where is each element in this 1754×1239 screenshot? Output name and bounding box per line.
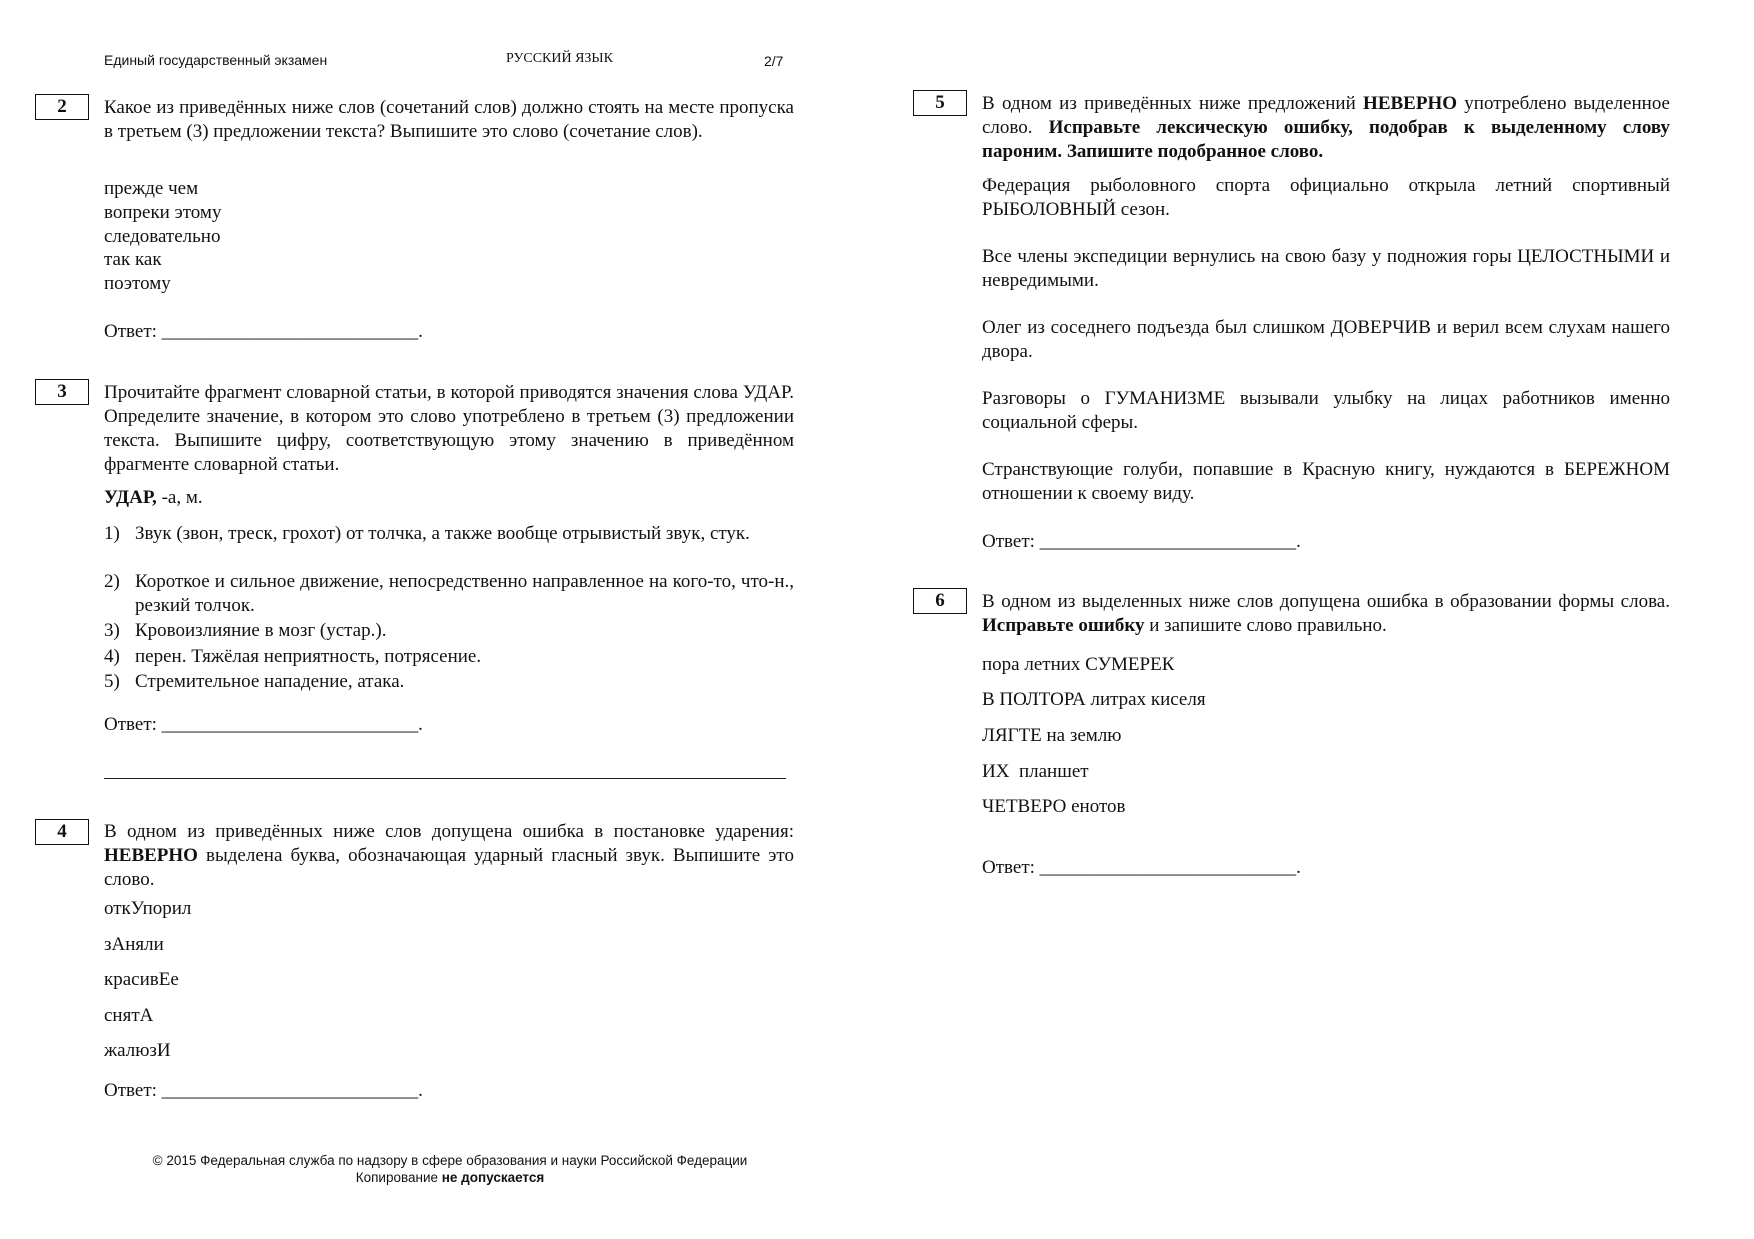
exam-title: Единый государственный экзамен (104, 52, 328, 68)
task2-prompt: Какое из приведённых ниже слов (сочетаний слов) должно стоять на месте пропуска в третьем (3) предложении текста? Выпишите это слово (сочетание слов). (104, 97, 794, 142)
task2-option: поэтому (104, 273, 171, 294)
task3-prompt: Прочитайте фрагмент словарной статьи, в которой приводятся значения слова УДАР. Определите значение, в котором это слово употреблено в третьем (3) предложении текста. Выпишите цифру, соответствующую этому значению в приведённом фрагменте словарной статьи. (104, 382, 794, 475)
task4-word: снятА (104, 1005, 154, 1026)
task5-sentence: Федерация рыболовного спорта официально открыла летний спортивный РЫБОЛОВНЫЙ сезон. (982, 175, 1670, 220)
task4-prompt (104, 820, 794, 892)
copyright-line: © 2015 Федеральная служба по надзору в сфере образования и науки Российской Федерации (152, 1153, 748, 1168)
task-number-box: 4 (35, 819, 89, 845)
task6-prompt-b: и запишите слово правильно. (1144, 615, 1387, 636)
task-number-box: 2 (35, 94, 89, 120)
copy-notice-bold: не допускается (441, 1170, 545, 1185)
definition-item (104, 645, 794, 669)
definition-number: 3) (104, 620, 120, 641)
task4-prompt-a: В одном из приведённых ниже слов допущена ошибка в постановке ударения: (104, 821, 794, 842)
task5-sentence: Разговоры о ГУМАНИЗМЕ вызывали улыбку на лицах работников именно социальной сферы. (982, 388, 1670, 433)
task5-prompt-b: употреблено выделенное слово. (982, 93, 1670, 138)
task5-prompt-a: В одном из приведённых ниже предложений (982, 93, 1364, 114)
task4-prompt-bold: НЕВЕРНО (104, 845, 198, 866)
definition-item (104, 570, 794, 618)
divider (104, 778, 786, 779)
task4-word: жалюзИ (104, 1040, 171, 1061)
task6-prompt-bold: Исправьте ошибку (982, 615, 1145, 636)
definition-item (104, 670, 794, 694)
task6-prompt (982, 590, 1670, 638)
task5-prompt-bold2: Исправьте лексическую ошибку, подобрав к выделенному слову пароним. Запишите подобранное слово. (982, 117, 1670, 162)
definition-item (104, 522, 794, 546)
task-number-box: 3 (35, 379, 89, 405)
answer-field[interactable]: Ответ: ___________________________. (104, 1080, 423, 1101)
copy-notice (0, 1170, 900, 1185)
dictionary-entry-head (104, 486, 203, 510)
task2-option: вопреки этому (104, 202, 222, 223)
definition-text: Звук (звон, треск, грохот) от толчка, а также вообще отрывистый звук, стук. (135, 523, 750, 544)
answer-field[interactable]: Ответ: ___________________________. (104, 714, 423, 735)
task-number-box: 5 (913, 90, 967, 116)
task4-prompt-b: выделена буква, обозначающая ударный гласный звук. Выпишите это слово. (104, 845, 794, 890)
grammar-note: -а, м. (156, 487, 203, 508)
task6-prompt-a: В одном из выделенных ниже слов допущена ошибка в образовании формы слова. (982, 591, 1670, 612)
copy-notice-text: Копирование (355, 1170, 442, 1185)
definition-text: перен. Тяжёлая неприятность, потрясение. (135, 646, 482, 667)
task4-word: красивЕе (104, 969, 179, 990)
definition-number: 5) (104, 671, 120, 692)
answer-field[interactable]: Ответ: ___________________________. (104, 321, 423, 342)
task5-sentence: Странствующие голуби, попавшие в Красную книгу, нуждаются в БЕРЕЖНОМ отношении к своему виду. (982, 459, 1670, 504)
headword: УДАР, (104, 487, 157, 508)
definition-number: 4) (104, 646, 120, 667)
task6-phrase: пора летних СУМЕРЕК (982, 654, 1175, 675)
task6-phrase: ИХ планшет (982, 761, 1089, 782)
definition-text: Стремительное нападение, атака. (135, 671, 405, 692)
task5-sentence: Олег из соседнего подъезда был слишком ДОВЕРЧИВ и верил всем слухам нашего двора. (982, 317, 1670, 362)
definition-number: 1) (104, 523, 120, 544)
definition-text: Короткое и сильное движение, непосредственно направленное на кого-то, что-н., резкий толчок. (135, 571, 794, 616)
definition-item (104, 619, 794, 643)
subject-title: РУССКИЙ ЯЗЫК (506, 51, 613, 66)
definition-text: Кровоизлияние в мозг (устар.). (135, 620, 387, 641)
answer-field[interactable]: Ответ: ___________________________. (982, 531, 1301, 552)
definition-number: 2) (104, 571, 120, 592)
task4-word: откУпорил (104, 898, 192, 919)
task5-prompt (982, 92, 1670, 164)
task-number-box: 6 (913, 588, 967, 614)
page-number: 2/7 (764, 53, 784, 69)
task6-phrase: ЧЕТВЕРО енотов (982, 796, 1126, 817)
task5-prompt-bold1: НЕВЕРНО (1363, 93, 1458, 114)
task2-option: так как (104, 249, 162, 270)
task5-sentence: Все члены экспедиции вернулись на свою базу у подножия горы ЦЕЛОСТНЫМИ и невредимыми. (982, 246, 1670, 291)
task2-option: следовательно (104, 226, 221, 247)
task2-option: прежде чем (104, 178, 199, 199)
task6-phrase: ЛЯГТЕ на землю (982, 725, 1122, 746)
task6-phrase: В ПОЛТОРА литрах киселя (982, 689, 1206, 710)
answer-field[interactable]: Ответ: ___________________________. (982, 857, 1301, 878)
task4-word: зАняли (104, 934, 164, 955)
